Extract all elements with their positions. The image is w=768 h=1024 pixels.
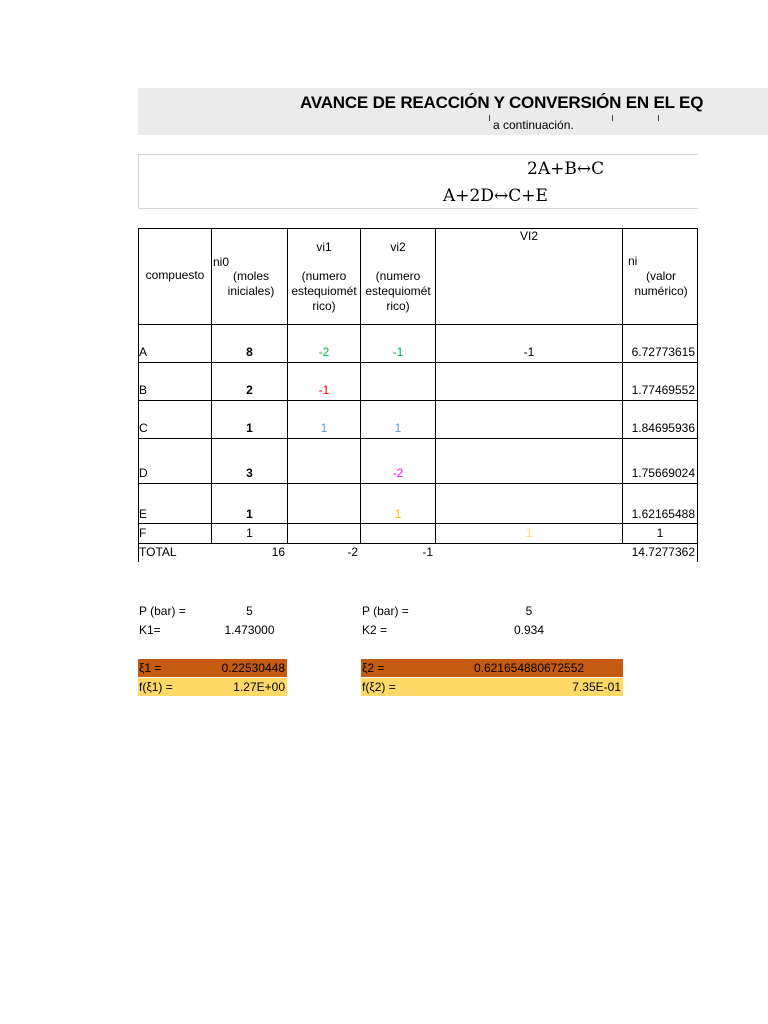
tick-mark bbox=[658, 115, 659, 121]
cell-ni0-c: 1 bbox=[246, 421, 253, 435]
header-vi2-desc: (numero estequiomét rico) bbox=[365, 269, 431, 313]
table-border bbox=[138, 543, 698, 544]
header-vi2: vi2 bbox=[390, 240, 406, 254]
cell-total-label: TOTAL bbox=[139, 545, 177, 559]
fxi1-label: f(ξ1) = bbox=[139, 680, 173, 694]
cell-compuesto-e: E bbox=[139, 507, 148, 521]
p1-value: 5 bbox=[246, 604, 253, 618]
equation-1: 2A+B↔C bbox=[527, 159, 605, 179]
cell-ni-c: 1.84695936 bbox=[631, 421, 695, 435]
table-border bbox=[138, 400, 698, 401]
cell-vi1-c: 1 bbox=[320, 421, 328, 435]
header-ni0-desc: (moles iniciales) bbox=[227, 269, 275, 298]
fxi2-label: f(ξ2) = bbox=[362, 680, 396, 694]
cell-compuesto-d: D bbox=[139, 466, 148, 480]
table-border bbox=[138, 362, 698, 363]
cell-VI2-f: 1 bbox=[525, 526, 533, 540]
p2-value: 5 bbox=[525, 604, 533, 618]
cell-vi1-a: -2 bbox=[318, 345, 330, 359]
tick-mark bbox=[612, 115, 613, 121]
header-ni: ni bbox=[628, 254, 638, 268]
table-border bbox=[697, 228, 698, 562]
fxi1-value: 1.27E+00 bbox=[233, 680, 285, 694]
k2-label: K2 = bbox=[362, 623, 388, 637]
cell-ni-e: 1.62165488 bbox=[631, 507, 695, 521]
table-border bbox=[138, 523, 698, 524]
k1-label: K1= bbox=[139, 623, 161, 637]
p1-label: P (bar) = bbox=[139, 604, 186, 618]
cell-compuesto-c: C bbox=[139, 421, 148, 435]
table-border bbox=[435, 228, 436, 544]
header-vi1: vi1 bbox=[316, 240, 332, 254]
header-ni0: ni0 bbox=[213, 255, 230, 269]
cell-total-ni: 14.7277362 bbox=[631, 545, 695, 559]
cell-VI2-a: -1 bbox=[523, 345, 535, 359]
k1-value: 1.473000 bbox=[224, 623, 275, 637]
cell-total-vi1: -2 bbox=[347, 545, 358, 559]
cell-ni0-a: 8 bbox=[246, 345, 253, 359]
cell-compuesto-f: F bbox=[139, 526, 147, 540]
xi2-value: 0.621654880672552 bbox=[473, 661, 585, 675]
equation-2: A+2D↔C+E bbox=[443, 186, 548, 206]
header-vi1-desc: (numero estequiomét rico) bbox=[291, 269, 357, 313]
cell-vi1-b: -1 bbox=[318, 383, 330, 397]
equations-box bbox=[138, 154, 698, 209]
cell-vi2-e: 1 bbox=[394, 507, 402, 521]
cell-compuesto-a: A bbox=[139, 345, 148, 359]
page-subtitle: a continuación. bbox=[493, 118, 574, 132]
table-border bbox=[138, 483, 698, 484]
cell-vi2-c: 1 bbox=[394, 421, 402, 435]
cell-vi2-a: -1 bbox=[392, 345, 404, 359]
cell-ni-d: 1.75669024 bbox=[631, 466, 695, 480]
k2-value: 0.934 bbox=[513, 623, 545, 637]
cell-vi2-d: -2 bbox=[392, 466, 404, 480]
cell-ni0-d: 3 bbox=[246, 466, 253, 480]
table-border bbox=[138, 324, 698, 325]
p2-label: P (bar) = bbox=[362, 604, 409, 618]
cell-ni-a: 6.72773615 bbox=[631, 345, 695, 359]
fxi2-value: 7.35E-01 bbox=[572, 680, 621, 694]
cell-ni0-e: 1 bbox=[246, 507, 253, 521]
cell-ni0-f: 1 bbox=[246, 526, 253, 540]
cell-ni0-b: 2 bbox=[246, 383, 253, 397]
tick-mark bbox=[489, 115, 490, 121]
cell-ni-b: 1.77469552 bbox=[631, 383, 695, 397]
header-ni-desc: (valor numérico) bbox=[634, 269, 688, 298]
cell-ni-f: 1 bbox=[656, 526, 664, 540]
cell-total-ni0: 16 bbox=[271, 545, 285, 559]
cell-total-vi2: -1 bbox=[422, 545, 433, 559]
cell-compuesto-b: B bbox=[139, 383, 148, 397]
xi1-label: ξ1 = bbox=[139, 661, 162, 675]
header-compuesto: compuesto bbox=[145, 268, 205, 282]
table-border bbox=[138, 438, 698, 439]
xi1-value: 0.22530448 bbox=[221, 661, 285, 675]
xi2-label: ξ2 = bbox=[362, 661, 385, 675]
header-VI2: VI2 bbox=[519, 229, 538, 243]
page-title: AVANCE DE REACCIÓN Y CONVERSIÓN EN EL EQ bbox=[300, 93, 704, 112]
